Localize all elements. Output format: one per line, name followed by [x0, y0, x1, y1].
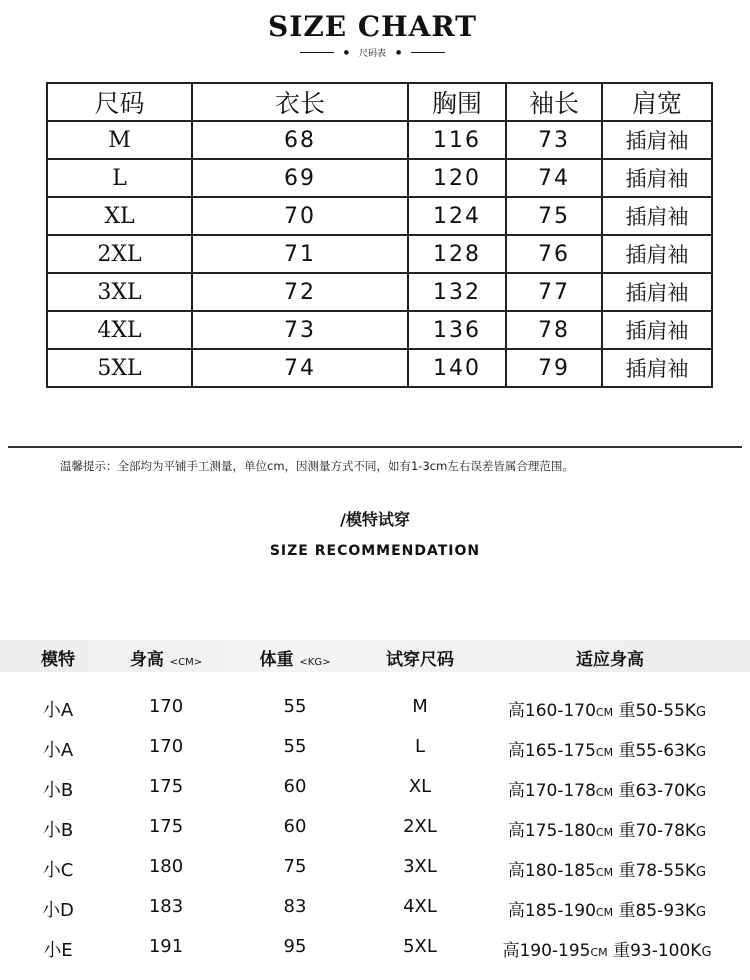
- recommendation-row: [0, 728, 750, 768]
- fit-weight-prefix: 重: [618, 821, 636, 841]
- rec-size-cell: XL: [408, 776, 432, 797]
- fit-weight-prefix: 重: [618, 861, 636, 881]
- rec-height-cell: 191: [148, 936, 184, 957]
- rec-model-cell: 小D: [42, 900, 74, 921]
- chest-cell: 128: [408, 235, 506, 273]
- fit-weight-prefix: 重: [613, 941, 631, 961]
- rec-model-cell: 小A: [42, 700, 74, 721]
- subtitle-dot-left: ●: [343, 49, 349, 56]
- fit-height-range: 190-195: [519, 941, 591, 961]
- subtitle-dot-right: ●: [396, 49, 402, 56]
- size-chart-subtitle: 尺码表: [358, 49, 386, 59]
- rec-fit-cell: [502, 936, 711, 961]
- fit-weight-unit-k: K: [684, 861, 697, 881]
- rec-fit-cell: [508, 856, 706, 881]
- rec-size-cell: 3XL: [403, 856, 437, 877]
- sleeve-cell: 78: [506, 311, 602, 349]
- recommendation-row: [0, 848, 750, 888]
- shoulder-cell: 插肩袖: [602, 159, 712, 197]
- fit-weight-unit-k: K: [684, 901, 697, 921]
- rec-header-height: [130, 645, 202, 670]
- fit-height-prefix: 高: [507, 701, 525, 721]
- fit-weight-unit-k: K: [690, 941, 702, 961]
- rec-model-cell: 小B: [42, 780, 74, 801]
- chest-cell: 140: [408, 349, 506, 387]
- sleeve-cell: 74: [506, 159, 602, 197]
- fit-height-unit: CM: [595, 706, 614, 719]
- fit-height-range: 185-190: [524, 901, 596, 921]
- fit-weight-prefix: 重: [618, 781, 636, 801]
- rec-fit-cell: [508, 816, 706, 841]
- length-cell: 70: [192, 197, 408, 235]
- fit-weight-unit-g: G: [701, 945, 712, 960]
- rec-model-cell: 小A: [42, 740, 74, 761]
- fit-height-range: 160-170: [524, 701, 596, 721]
- rec-model-cell: 小C: [42, 860, 74, 881]
- recommendation-header: [0, 640, 750, 672]
- rec-header-model: 模特: [41, 650, 75, 670]
- chest-cell: 124: [408, 197, 506, 235]
- size-cell: 2XL: [47, 235, 192, 273]
- rec-fit-cell: [508, 696, 706, 721]
- fit-weight-range: 78-55: [635, 861, 685, 881]
- fit-height-unit: CM: [590, 946, 608, 959]
- model-section-subtitle: SIZE RECOMMENDATION: [269, 543, 481, 559]
- shoulder-cell: 插肩袖: [602, 349, 712, 387]
- fit-weight-unit-k: K: [684, 741, 697, 761]
- sleeve-cell: 79: [506, 349, 602, 387]
- fit-weight-range: 50-55: [635, 701, 685, 721]
- fit-height-prefix: 高: [507, 861, 525, 881]
- fit-weight-range: 85-93: [635, 901, 685, 921]
- sleeve-cell: 75: [506, 197, 602, 235]
- rec-weight-cell: 55: [283, 696, 307, 717]
- chest-cell: 116: [408, 121, 506, 159]
- chest-cell: 136: [408, 311, 506, 349]
- rec-height-cell: 170: [148, 696, 184, 717]
- chest-cell: 132: [408, 273, 506, 311]
- sleeve-cell: 77: [506, 273, 602, 311]
- sleeve-cell: 76: [506, 235, 602, 273]
- fit-weight-range: 55-63: [635, 741, 685, 761]
- fit-weight-unit-k: K: [684, 821, 697, 841]
- fit-weight-range: 93-100: [630, 941, 691, 961]
- rec-model-cell: 小B: [42, 820, 74, 841]
- fit-weight-unit-g: G: [696, 705, 707, 720]
- fit-height-unit: CM: [595, 826, 614, 839]
- rec-fit-cell: [508, 896, 706, 921]
- rec-weight-cell: 55: [283, 736, 307, 757]
- subtitle-line-left: [300, 52, 334, 53]
- fit-height-prefix: 高: [507, 821, 525, 841]
- size-cell: 5XL: [47, 349, 192, 387]
- recommendation-row: [0, 928, 750, 968]
- fit-height-unit: CM: [595, 866, 614, 879]
- recommendation-row: [0, 688, 750, 728]
- fit-weight-unit-g: G: [696, 825, 707, 840]
- rec-weight-cell: 75: [283, 856, 307, 877]
- size-table-row: [47, 197, 712, 235]
- rec-size-cell: 4XL: [403, 896, 437, 917]
- size-table-row: [47, 349, 712, 387]
- fit-weight-unit-g: G: [696, 745, 707, 760]
- col-header-sleeve: 袖长: [506, 83, 602, 121]
- fit-height-prefix: 高: [507, 781, 525, 801]
- shoulder-cell: 插肩袖: [602, 197, 712, 235]
- fit-height-range: 180-185: [524, 861, 596, 881]
- length-cell: 73: [192, 311, 408, 349]
- fit-weight-range: 70-78: [635, 821, 685, 841]
- rec-height-cell: 183: [148, 896, 184, 917]
- rec-size-cell: M: [412, 696, 428, 717]
- length-cell: 72: [192, 273, 408, 311]
- shoulder-cell: 插肩袖: [602, 311, 712, 349]
- rec-header-weight: [260, 645, 331, 670]
- fit-weight-prefix: 重: [618, 701, 636, 721]
- recommendation-row: [0, 808, 750, 848]
- rec-header-size: 试穿尺码: [386, 650, 454, 670]
- subtitle-row: [0, 46, 745, 59]
- chest-cell: 120: [408, 159, 506, 197]
- fit-height-range: 170-178: [524, 781, 596, 801]
- fit-weight-unit-k: K: [684, 781, 697, 801]
- size-cell: 4XL: [47, 311, 192, 349]
- rec-header-height-unit: <CM>: [169, 657, 203, 668]
- fit-weight-unit-g: G: [696, 785, 707, 800]
- fit-weight-range: 63-70: [635, 781, 685, 801]
- shoulder-cell: 插肩袖: [602, 235, 712, 273]
- rec-header-weight-label: 体重: [259, 650, 294, 670]
- recommendation-row: [0, 768, 750, 808]
- rec-fit-cell: [508, 736, 706, 761]
- size-cell: M: [47, 121, 192, 159]
- size-table-row: [47, 121, 712, 159]
- rec-model-cell: 小E: [43, 940, 73, 961]
- fit-height-range: 165-175: [524, 741, 596, 761]
- shoulder-cell: 插肩袖: [602, 121, 712, 159]
- length-cell: 74: [192, 349, 408, 387]
- size-table-row: [47, 273, 712, 311]
- subtitle-line-right: [411, 52, 445, 53]
- rec-weight-cell: 95: [283, 936, 307, 957]
- rec-height-cell: 180: [148, 856, 184, 877]
- rec-header-weight-unit: <KG>: [299, 657, 331, 668]
- col-header-size: 尺码: [47, 83, 192, 121]
- fit-height-unit: CM: [595, 906, 614, 919]
- sleeve-cell: 73: [506, 121, 602, 159]
- fit-weight-unit-g: G: [696, 865, 707, 880]
- size-cell: 3XL: [47, 273, 192, 311]
- col-header-shoulder: 肩宽: [602, 83, 712, 121]
- rec-height-cell: 175: [148, 776, 184, 797]
- size-table-header-row: [47, 83, 712, 121]
- fit-height-prefix: 高: [507, 741, 525, 761]
- shoulder-cell: 插肩袖: [602, 273, 712, 311]
- rec-header-fit: 适应身高: [576, 650, 644, 670]
- length-cell: 71: [192, 235, 408, 273]
- rec-weight-cell: 60: [283, 816, 307, 837]
- col-header-length: 衣长: [192, 83, 408, 121]
- fit-height-unit: CM: [595, 746, 614, 759]
- rec-size-cell: 5XL: [403, 936, 437, 957]
- rec-weight-cell: 60: [283, 776, 307, 797]
- size-table-row: [47, 235, 712, 273]
- measurement-note: 温馨提示：全部均为平铺手工测量，单位cm，因测量方式不同，如有1-3cm左右误差皆属合理范围。: [60, 459, 574, 473]
- section-divider: [8, 446, 742, 448]
- fit-weight-unit-k: K: [684, 701, 697, 721]
- size-table-row: [47, 159, 712, 197]
- rec-size-cell: 2XL: [403, 816, 437, 837]
- rec-header-height-label: 身高: [129, 650, 164, 670]
- length-cell: 69: [192, 159, 408, 197]
- length-cell: 68: [192, 121, 408, 159]
- rec-size-cell: L: [414, 736, 426, 757]
- size-chart-title: SIZE CHART: [268, 10, 477, 43]
- fit-height-prefix: 高: [502, 941, 520, 961]
- fit-weight-prefix: 重: [618, 741, 636, 761]
- rec-fit-cell: [508, 776, 706, 801]
- rec-weight-cell: 83: [283, 896, 307, 917]
- col-header-chest: 胸围: [408, 83, 506, 121]
- fit-height-range: 175-180: [524, 821, 596, 841]
- model-section-title: /模特试穿: [340, 510, 410, 529]
- fit-weight-prefix: 重: [618, 901, 636, 921]
- fit-height-unit: CM: [595, 786, 614, 799]
- size-cell: XL: [47, 197, 192, 235]
- fit-weight-unit-g: G: [696, 905, 707, 920]
- rec-height-cell: 170: [148, 736, 184, 757]
- size-table: [46, 82, 713, 388]
- size-cell: L: [47, 159, 192, 197]
- recommendation-row: [0, 888, 750, 928]
- fit-height-prefix: 高: [507, 901, 525, 921]
- rec-height-cell: 175: [148, 816, 184, 837]
- size-table-row: [47, 311, 712, 349]
